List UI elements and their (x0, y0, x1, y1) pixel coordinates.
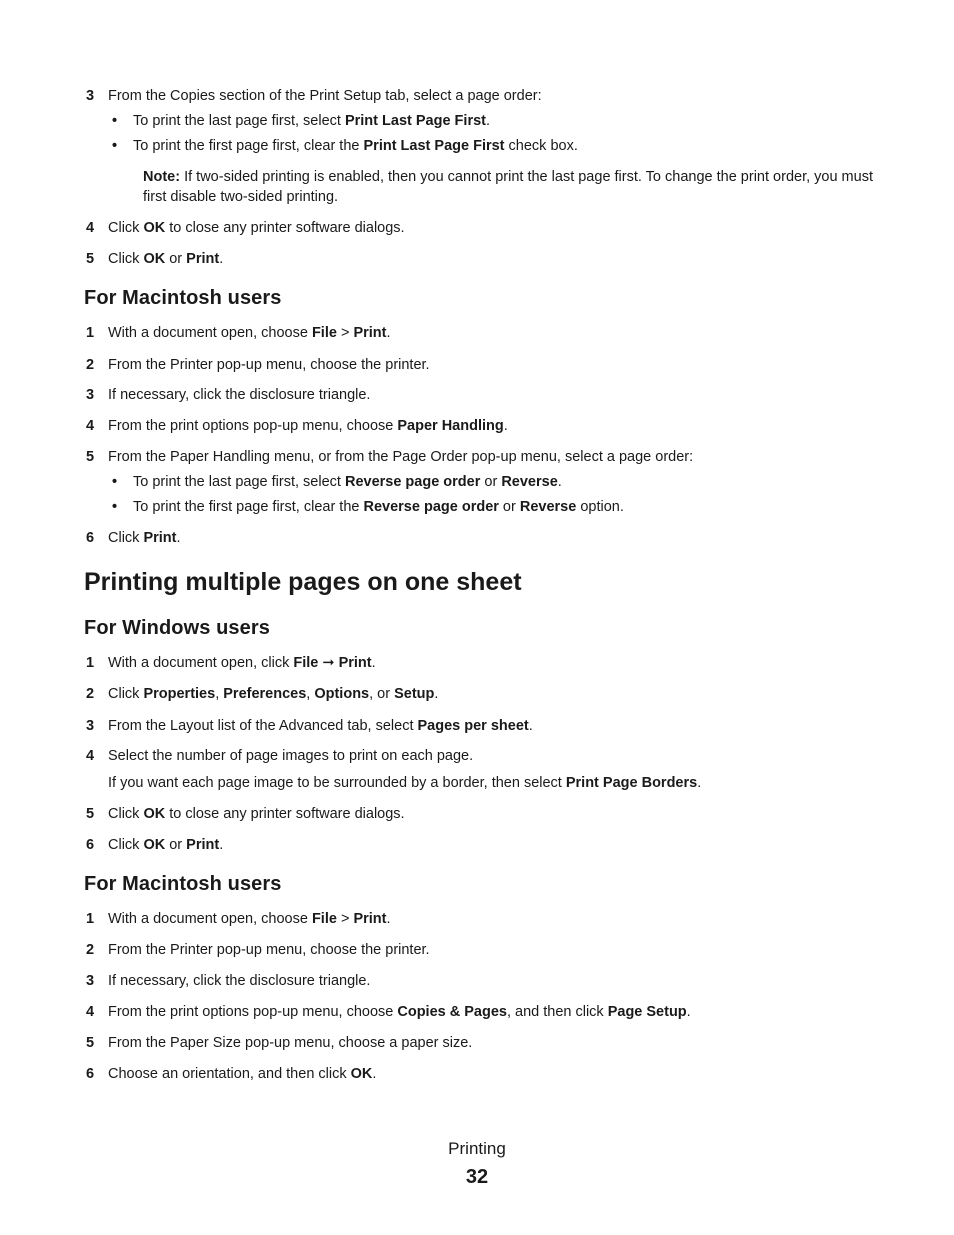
step-text: Click Print. (108, 530, 181, 546)
bullet-icon: • (112, 474, 118, 490)
step-text: Click OK to close any printer software dialogs. (108, 220, 405, 236)
page-number: 32 (465, 1166, 489, 1188)
bullet-icon: • (112, 138, 118, 154)
bullet-text: To print the first page first, clear the Print Last Page First check box. (133, 138, 578, 154)
step-number: 4 (86, 748, 95, 764)
step-text: With a document open, choose File > Print. (108, 325, 391, 341)
bullet-text: To print the first page first, clear the Reverse page order or Reverse option. (133, 499, 624, 515)
section-heading-windows: For Windows users (84, 617, 270, 639)
step-number: 6 (86, 1066, 95, 1082)
step-number: 3 (86, 973, 95, 989)
step-text: From the Printer pop-up menu, choose the printer. (108, 942, 430, 958)
bullet-text: To print the last page first, select Reverse page order or Reverse. (133, 474, 562, 490)
step-number: 1 (86, 655, 95, 671)
step-number: 4 (86, 418, 95, 434)
step-number: 3 (86, 387, 95, 403)
step-text: From the print options pop-up menu, choose Copies & Pages, and then click Page Setup. (108, 1004, 691, 1020)
step-text: From the Paper Size pop-up menu, choose a paper size. (108, 1035, 473, 1051)
step-number: 5 (86, 806, 95, 822)
step-number: 3 (86, 718, 95, 734)
arrow-icon: ➞ (322, 655, 335, 671)
bullet-icon: • (112, 113, 118, 129)
step-text: From the Printer pop-up menu, choose the printer. (108, 357, 430, 373)
note-text: If two-sided printing is enabled, then you cannot print the last page first. To change the print order, you must first disable two-sided printing. (143, 169, 873, 205)
step-number: 4 (86, 1004, 95, 1020)
step-text: Click OK to close any printer software dialogs. (108, 806, 405, 822)
footer-section-name: Printing (448, 1139, 506, 1158)
step-text: Click Properties, Preferences, Options, or Setup. (108, 686, 439, 702)
note-paragraph (143, 167, 883, 207)
step-number: 2 (86, 942, 95, 958)
step-number: 2 (86, 686, 95, 702)
step-text: From the Layout list of the Advanced tab, select Pages per sheet. (108, 718, 533, 734)
step-number: 1 (86, 325, 95, 341)
step-number: 1 (86, 911, 95, 927)
section-heading-mac: For Macintosh users (84, 873, 282, 895)
bullet-text: To print the last page first, select Print Last Page First. (133, 113, 491, 129)
step-text: Click OK or Print. (108, 837, 224, 853)
bullet-icon: • (112, 499, 118, 515)
note-label: Note: (143, 169, 181, 185)
step-number: 5 (86, 1035, 95, 1051)
step-number: 6 (86, 530, 95, 546)
step-text: With a document open, choose File > Print. (108, 911, 391, 927)
section-heading-mac: For Macintosh users (84, 287, 282, 309)
step-text: Choose an orientation, and then click OK. (108, 1066, 377, 1082)
step-text: If necessary, click the disclosure triangle. (108, 973, 371, 989)
step-text: From the print options pop-up menu, choose Paper Handling. (108, 418, 508, 434)
step-number: 5 (86, 449, 95, 465)
step-number: 6 (86, 837, 95, 853)
step-text: With a document open, click File ➞ Print. (108, 655, 376, 671)
page-title: Printing multiple pages on one sheet (84, 568, 522, 596)
step-text: From the Copies section of the Print Setup tab, select a page order: (108, 88, 542, 104)
step-number: 2 (86, 357, 95, 373)
step-text: From the Paper Handling menu, or from the Page Order pop-up menu, select a page order: (108, 449, 694, 465)
step-text: If necessary, click the disclosure triangle. (108, 387, 371, 403)
step-text: Click OK or Print. (108, 251, 224, 267)
step-number: 5 (86, 251, 95, 267)
step-text: Select the number of page images to print on each page. (108, 748, 474, 764)
step-number: 4 (86, 220, 95, 236)
step-number: 3 (86, 88, 95, 104)
step-sub-paragraph: If you want each page image to be surrounded by a border, then select Print Page Borders. (108, 775, 702, 791)
